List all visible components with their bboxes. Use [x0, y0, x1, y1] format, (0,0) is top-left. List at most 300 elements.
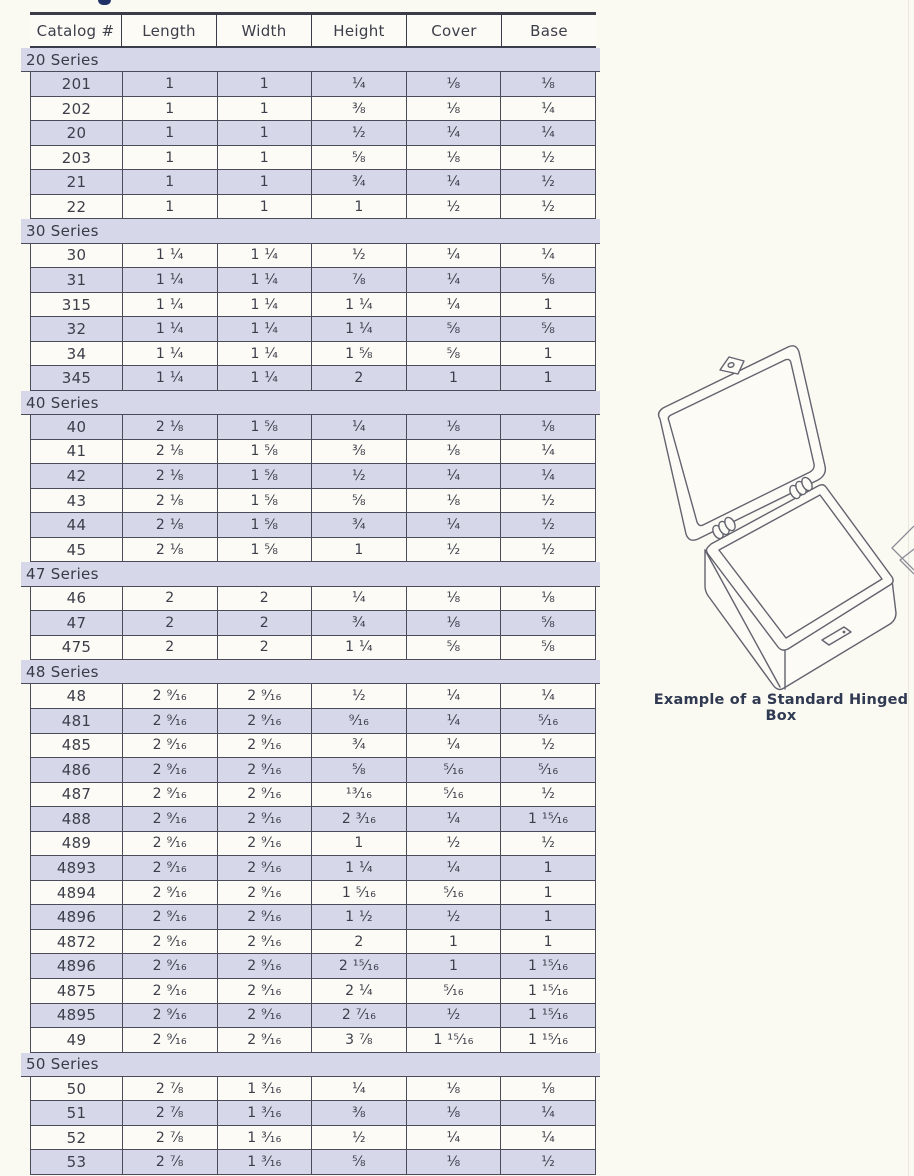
catalog-number: 53 — [66, 1153, 87, 1172]
column-header: Base — [501, 15, 596, 46]
catalog-number: 49 — [66, 1030, 87, 1049]
dimension-value: 2 ⅛ — [122, 415, 217, 439]
table-row — [30, 1101, 596, 1126]
dimension-value: ⅝ — [311, 758, 406, 782]
dimension-value: 1 ¼ — [122, 342, 217, 366]
dimension-value: 1 ⅝ — [217, 489, 312, 513]
dimension-value: 1 ¼ — [122, 244, 217, 268]
table-row — [30, 979, 596, 1004]
dimension-value: ⁵⁄₁₆ — [500, 709, 595, 733]
dimension-value: ¼ — [406, 464, 501, 488]
dimension-value: 1 — [122, 97, 217, 121]
dimension-value: 2 ⅛ — [122, 440, 217, 464]
series-band: 40 Series — [21, 391, 600, 415]
dimension-value: ½ — [500, 170, 595, 194]
dimension-value: 2 ¹⁵⁄₁₆ — [311, 954, 406, 978]
dimension-value: ¾ — [311, 513, 406, 537]
dimension-value: 2 — [122, 611, 217, 635]
dimension-value: ½ — [500, 538, 595, 562]
dimension-value: ½ — [500, 832, 595, 856]
dimension-value: ¹³⁄₁₆ — [311, 783, 406, 807]
dimension-value: 1 ¼ — [311, 636, 406, 660]
dimension-value: ⁵⁄₁₆ — [500, 758, 595, 782]
dimension-value: 2 ⅛ — [122, 464, 217, 488]
dimension-value: 2 ³⁄₁₆ — [311, 807, 406, 831]
catalog-number: 488 — [61, 809, 92, 828]
table-row — [30, 832, 596, 857]
dimension-value: ¼ — [406, 1126, 501, 1150]
catalog-number: 34 — [66, 344, 87, 363]
catalog-number: 481 — [61, 711, 92, 730]
dimension-value: ½ — [500, 513, 595, 537]
dimension-value: ¼ — [500, 684, 595, 708]
dimension-value: ⅛ — [406, 1150, 501, 1174]
dimension-value: ¼ — [311, 72, 406, 96]
dimension-value: 2 ⁹⁄₁₆ — [217, 979, 312, 1003]
dimension-value: ⅜ — [311, 440, 406, 464]
dimension-value: ⅝ — [500, 268, 595, 292]
table-row — [30, 293, 596, 318]
catalog-number: 40 — [66, 417, 87, 436]
table-row — [30, 440, 596, 465]
dimension-value: ⅞ — [311, 268, 406, 292]
dimension-value: 2 ⁹⁄₁₆ — [217, 832, 312, 856]
dimension-value: ¼ — [311, 1077, 406, 1101]
dimension-value: ½ — [406, 1004, 501, 1028]
catalog-number: 44 — [66, 516, 87, 535]
catalog-number: 47 — [66, 613, 87, 632]
dimension-value: ¼ — [406, 170, 501, 194]
dimension-value: 1 ⅝ — [217, 464, 312, 488]
dimension-value: 2 — [217, 636, 312, 660]
table-row — [30, 538, 596, 563]
dimension-value: 1 — [217, 146, 312, 170]
dimension-value: 1 ¹⁵⁄₁₆ — [406, 1028, 501, 1052]
dimension-value: 1 — [311, 195, 406, 219]
catalog-number: 45 — [66, 540, 87, 559]
catalog-number: 46 — [66, 589, 87, 608]
table-row — [30, 1028, 596, 1053]
table-row — [30, 709, 596, 734]
dimension-value: ⅛ — [406, 587, 501, 611]
dimension-value: 1 ¼ — [122, 293, 217, 317]
dimension-value: ⅝ — [500, 636, 595, 660]
dimension-value: 1 ¹⁵⁄₁₆ — [500, 979, 595, 1003]
dimension-value: 1 — [500, 881, 595, 905]
dimension-value: ½ — [406, 905, 501, 929]
dimension-value: ⅝ — [311, 1150, 406, 1174]
dimension-value: ⅛ — [500, 415, 595, 439]
dimension-value: ⅛ — [406, 611, 501, 635]
dimension-value: 1 ¼ — [122, 317, 217, 341]
catalog-number: 20 — [66, 124, 87, 143]
dimension-value: 2 ⁷⁄₁₆ — [311, 1004, 406, 1028]
dimension-value: ½ — [311, 244, 406, 268]
dimension-value: 2 ⁹⁄₁₆ — [122, 954, 217, 978]
dimension-value: ¼ — [406, 293, 501, 317]
catalog-number: 203 — [61, 148, 92, 167]
dimension-value: 2 ⅛ — [122, 513, 217, 537]
dimension-value: ¼ — [311, 587, 406, 611]
dimension-value: 1 — [406, 930, 501, 954]
dimension-value: 2 ¼ — [311, 979, 406, 1003]
dimension-value: ½ — [311, 684, 406, 708]
dimension-value: 1 ¼ — [311, 856, 406, 880]
catalog-number: 51 — [66, 1104, 87, 1123]
dimension-value: 2 ⁹⁄₁₆ — [217, 734, 312, 758]
dimension-value: 1 ¼ — [122, 366, 217, 390]
dimension-value: 1 — [311, 538, 406, 562]
catalog-number: 4875 — [56, 981, 97, 1000]
dimension-value: 1 — [217, 170, 312, 194]
table-row — [30, 366, 596, 391]
dimension-value: 2 ⅞ — [122, 1126, 217, 1150]
table-row — [30, 856, 596, 881]
column-header: Length — [121, 15, 216, 46]
dimension-value: 2 ⅞ — [122, 1101, 217, 1125]
catalog-number: 22 — [66, 197, 87, 216]
catalog-number: 31 — [66, 270, 87, 289]
column-header: Width — [216, 15, 311, 46]
hinged-box-drawing — [650, 342, 910, 694]
table-row — [30, 881, 596, 906]
dimension-value: ¾ — [311, 170, 406, 194]
dimension-value: 1 ¼ — [217, 317, 312, 341]
dimension-value: 2 ⁹⁄₁₆ — [217, 1028, 312, 1052]
dimension-value: 2 ⁹⁄₁₆ — [122, 1004, 217, 1028]
dimension-value: ¾ — [311, 611, 406, 635]
dimension-value: 2 — [217, 587, 312, 611]
dimension-value: ¼ — [500, 97, 595, 121]
dimension-value: 1 — [406, 366, 501, 390]
dimension-value: ⅛ — [406, 146, 501, 170]
table-row — [30, 611, 596, 636]
dimension-value: 1 — [122, 170, 217, 194]
table-row — [30, 342, 596, 367]
catalog-number: 21 — [66, 173, 87, 192]
dimension-value: ⅛ — [500, 587, 595, 611]
dimensions-table — [26, 12, 596, 1175]
dimension-value: ⅛ — [406, 1101, 501, 1125]
dimension-value: 2 ⁹⁄₁₆ — [122, 709, 217, 733]
dimension-value: ¼ — [406, 734, 501, 758]
dimension-value: ⁵⁄₁₆ — [406, 783, 501, 807]
series-band: 47 Series — [21, 562, 600, 586]
catalog-number: 43 — [66, 491, 87, 510]
table-row — [30, 464, 596, 489]
table-row — [30, 415, 596, 440]
dimension-value: 1 — [406, 954, 501, 978]
dimension-value: ⅝ — [311, 489, 406, 513]
dimension-value: 1 — [500, 930, 595, 954]
catalog-number: 487 — [61, 785, 92, 804]
dimension-value: 2 ⁹⁄₁₆ — [122, 734, 217, 758]
dimension-value: 2 — [311, 366, 406, 390]
dimension-value: 1 — [217, 195, 312, 219]
dimension-value: 2 ⁹⁄₁₆ — [217, 856, 312, 880]
dimension-value: ¼ — [406, 268, 501, 292]
dimension-value: ½ — [311, 1126, 406, 1150]
dimension-value: 1 — [500, 293, 595, 317]
dimension-value: ⅝ — [406, 317, 501, 341]
dimension-value: 1 ¹⁵⁄₁₆ — [500, 1004, 595, 1028]
dimension-value: ⅜ — [311, 1101, 406, 1125]
dimension-value: ⁵⁄₁₆ — [406, 758, 501, 782]
series-band: 20 Series — [21, 48, 600, 72]
dimension-value: ¼ — [406, 856, 501, 880]
catalog-number: 4896 — [56, 908, 97, 927]
dimension-value: ½ — [406, 538, 501, 562]
table-row — [30, 587, 596, 612]
dimension-value: 1 ⅝ — [217, 440, 312, 464]
dimension-value: ¼ — [500, 244, 595, 268]
dimension-value: 2 ⁹⁄₁₆ — [122, 881, 217, 905]
dimension-value: ½ — [500, 1150, 595, 1174]
column-header: Catalog # — [36, 21, 115, 40]
table-row — [30, 244, 596, 269]
catalog-number: 201 — [61, 74, 92, 93]
catalog-number: 345 — [61, 369, 92, 388]
catalog-number: 315 — [61, 295, 92, 314]
dimension-value: 1 ¹⁵⁄₁₆ — [500, 807, 595, 831]
catalog-number: 4893 — [56, 859, 97, 878]
dimension-value: 1 ³⁄₁₆ — [217, 1077, 312, 1101]
cropped-second-illustration-fragment — [886, 522, 914, 602]
dimension-value: ½ — [311, 121, 406, 145]
dimension-value: ¼ — [500, 464, 595, 488]
table-row — [30, 954, 596, 979]
dimension-value: 2 ⅛ — [122, 538, 217, 562]
table-row — [30, 268, 596, 293]
dimension-value: 2 ⁹⁄₁₆ — [217, 905, 312, 929]
dimension-value: 2 ⅞ — [122, 1077, 217, 1101]
dimension-value: 1 — [217, 97, 312, 121]
dimension-value: 1 ¼ — [217, 366, 312, 390]
dimension-value: 2 ⁹⁄₁₆ — [122, 930, 217, 954]
table-body — [26, 48, 596, 1175]
dimension-value: ¼ — [311, 415, 406, 439]
table-row — [30, 513, 596, 538]
dimension-value: 1 ¼ — [311, 293, 406, 317]
dimension-value: 2 ⅛ — [122, 489, 217, 513]
table-row — [30, 195, 596, 220]
table-row — [30, 97, 596, 122]
dimension-value: 1 ¼ — [217, 293, 312, 317]
dimension-value: 1 ½ — [311, 905, 406, 929]
dimension-value: ⁵⁄₁₆ — [406, 979, 501, 1003]
table-row — [30, 72, 596, 97]
dimension-value: 2 ⁹⁄₁₆ — [122, 856, 217, 880]
table-row — [30, 1004, 596, 1029]
table-row — [30, 905, 596, 930]
table-row — [30, 317, 596, 342]
dimension-value: 2 ⁹⁄₁₆ — [122, 758, 217, 782]
dimension-value: 1 — [122, 72, 217, 96]
table-row — [30, 1077, 596, 1102]
dimension-value: ⅛ — [406, 1077, 501, 1101]
table-header-row — [30, 12, 596, 48]
dimension-value: 1 — [122, 121, 217, 145]
catalog-number: 32 — [66, 320, 87, 339]
dimension-value: 2 ⁹⁄₁₆ — [122, 905, 217, 929]
dimension-value: ⁵⁄₁₆ — [406, 881, 501, 905]
dimension-value: ¼ — [500, 121, 595, 145]
dimension-value: 2 ⁹⁄₁₆ — [122, 979, 217, 1003]
dimension-value: 2 — [122, 636, 217, 660]
dimension-value: ½ — [500, 489, 595, 513]
dimension-value: 1 ¼ — [217, 268, 312, 292]
dimension-value: 1 ⅝ — [217, 415, 312, 439]
dimension-value: ½ — [500, 195, 595, 219]
dimension-value: ½ — [406, 195, 501, 219]
dimension-value: 1 ⅝ — [311, 342, 406, 366]
dimension-value: 2 ⁹⁄₁₆ — [217, 758, 312, 782]
dimension-value: ⅛ — [406, 489, 501, 513]
dimension-value: ¼ — [500, 1126, 595, 1150]
table-row — [30, 1150, 596, 1175]
dimension-value: ¼ — [406, 244, 501, 268]
dimension-value: ⅛ — [406, 440, 501, 464]
dimension-value: ⁹⁄₁₆ — [311, 709, 406, 733]
column-header: Cover — [406, 15, 501, 46]
dimension-value: ⅝ — [311, 146, 406, 170]
dimension-value: 1 — [500, 342, 595, 366]
catalog-number: 489 — [61, 834, 92, 853]
catalog-number: 475 — [61, 638, 92, 657]
dimension-value: 2 ⅞ — [122, 1150, 217, 1174]
dimension-value: 2 ⁹⁄₁₆ — [217, 709, 312, 733]
illustration-caption: Example of a Standard Hinged Box — [653, 692, 909, 724]
dimension-value: 2 — [217, 611, 312, 635]
dimension-value: 2 ⁹⁄₁₆ — [217, 1004, 312, 1028]
dimension-value: 1 ¹⁵⁄₁₆ — [500, 954, 595, 978]
hinged-box-illustration — [650, 342, 910, 694]
dimension-value: ⅛ — [406, 97, 501, 121]
dimension-value: ¼ — [406, 709, 501, 733]
dimension-value: ⅝ — [500, 611, 595, 635]
column-header: Height — [311, 15, 406, 46]
dimension-value: 2 ⁹⁄₁₆ — [217, 954, 312, 978]
dimension-value: 1 ¼ — [122, 268, 217, 292]
dimension-value: ⅝ — [500, 317, 595, 341]
dimension-value: 1 ⁵⁄₁₆ — [311, 881, 406, 905]
catalog-number: 4895 — [56, 1006, 97, 1025]
dimension-value: ½ — [500, 146, 595, 170]
dimension-value: 1 ¹⁵⁄₁₆ — [500, 1028, 595, 1052]
dimension-value: ⅛ — [406, 72, 501, 96]
table-row — [30, 684, 596, 709]
dimension-value: 1 — [500, 366, 595, 390]
dimension-value: ¼ — [406, 513, 501, 537]
cropped-title-fragment — [98, 0, 111, 5]
catalog-number: 30 — [66, 246, 87, 265]
dimension-value: 2 ⁹⁄₁₆ — [122, 832, 217, 856]
dimension-value: 1 ³⁄₁₆ — [217, 1150, 312, 1174]
dimension-value: 1 ⅝ — [217, 538, 312, 562]
dimension-value: 1 ¼ — [217, 342, 312, 366]
dimension-value: 1 ⅝ — [217, 513, 312, 537]
dimension-value: ¾ — [311, 734, 406, 758]
dimension-value: 2 ⁹⁄₁₆ — [122, 807, 217, 831]
catalog-number: 48 — [66, 687, 87, 706]
dimension-value: ¼ — [406, 807, 501, 831]
table-row — [30, 930, 596, 955]
catalog-number: 202 — [61, 99, 92, 118]
dimension-value: ½ — [311, 464, 406, 488]
dimension-value: 1 — [122, 195, 217, 219]
catalog-number: 41 — [66, 442, 87, 461]
table-row — [30, 489, 596, 514]
dimension-value: 1 ¼ — [217, 244, 312, 268]
dimension-value: 3 ⅞ — [311, 1028, 406, 1052]
dimension-value: 1 ³⁄₁₆ — [217, 1101, 312, 1125]
dimension-value: 2 ⁹⁄₁₆ — [217, 930, 312, 954]
table-row — [30, 146, 596, 171]
table-row — [30, 636, 596, 661]
catalog-number: 4872 — [56, 932, 97, 951]
catalog-number: 52 — [66, 1128, 87, 1147]
dimension-value: ¼ — [406, 121, 501, 145]
dimension-value: ¼ — [500, 1101, 595, 1125]
catalog-number: 50 — [66, 1079, 87, 1098]
dimension-value: ⅛ — [500, 1077, 595, 1101]
dimension-value: ⅝ — [406, 636, 501, 660]
table-row — [30, 807, 596, 832]
table-row — [30, 1126, 596, 1151]
dimension-value: ⅛ — [406, 415, 501, 439]
dimension-value: ¼ — [500, 440, 595, 464]
dimension-value: 2 ⁹⁄₁₆ — [122, 783, 217, 807]
series-band: 30 Series — [21, 219, 600, 243]
dimension-value: 1 ³⁄₁₆ — [217, 1126, 312, 1150]
catalog-number: 4896 — [56, 957, 97, 976]
catalog-number: 4894 — [56, 883, 97, 902]
dimension-value: 2 — [311, 930, 406, 954]
dimension-value: 1 — [311, 832, 406, 856]
dimension-value: ½ — [500, 783, 595, 807]
series-band: 48 Series — [21, 660, 600, 684]
dimension-value: 1 — [500, 856, 595, 880]
dimension-value: ⅜ — [311, 97, 406, 121]
dimension-value: 1 — [217, 121, 312, 145]
dimension-value: ¼ — [406, 684, 501, 708]
table-row — [30, 758, 596, 783]
catalog-number: 485 — [61, 736, 92, 755]
dimension-value: 2 ⁹⁄₁₆ — [122, 684, 217, 708]
dimension-value: 2 ⁹⁄₁₆ — [122, 1028, 217, 1052]
dimension-value: 2 ⁹⁄₁₆ — [217, 684, 312, 708]
dimension-value: 1 — [500, 905, 595, 929]
dimension-value: ½ — [406, 832, 501, 856]
dimension-value: 1 — [217, 72, 312, 96]
series-band: 50 Series — [21, 1053, 600, 1077]
table-row — [30, 170, 596, 195]
dimension-value: 2 ⁹⁄₁₆ — [217, 881, 312, 905]
dimension-value: 2 ⁹⁄₁₆ — [217, 783, 312, 807]
catalog-number: 42 — [66, 466, 87, 485]
catalog-number: 486 — [61, 760, 92, 779]
dimension-value: ⅝ — [406, 342, 501, 366]
dimension-value: 1 — [122, 146, 217, 170]
dimension-value: 1 ¼ — [311, 317, 406, 341]
dimension-value: 2 ⁹⁄₁₆ — [217, 807, 312, 831]
dimension-value: ⅛ — [500, 72, 595, 96]
dimension-value: ½ — [500, 734, 595, 758]
table-row — [30, 783, 596, 808]
dimension-value: 2 — [122, 587, 217, 611]
table-row — [30, 734, 596, 759]
table-row — [30, 121, 596, 146]
